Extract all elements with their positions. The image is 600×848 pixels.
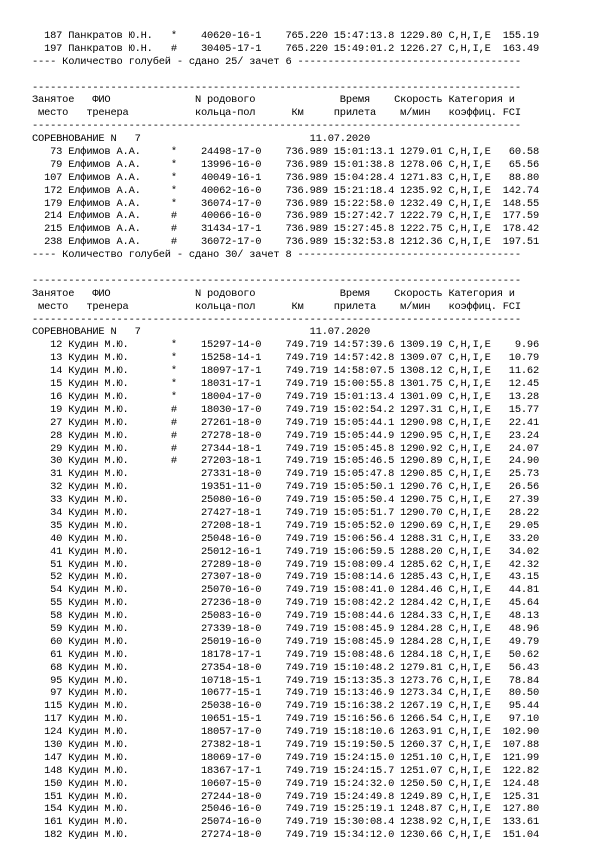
table-row: 73 Елфимов А.А. * 24498-17-0 736.989 15:01:13.1 1279.01 C,H,I,E 60.58 [32, 146, 539, 159]
table-row: 12 Кудин М.Ю. * 15297-14-0 749.719 14:57:39.6 1309.19 C,H,I,E 9.96 [32, 339, 539, 352]
table-row: 147 Кудин М.Ю. 18069-17-0 749.719 15:24:15.0 1251.10 C,H,I,E 121.99 [32, 751, 539, 764]
table-row: 33 Кудин М.Ю. 25080-16-0 749.719 15:05:50.4 1290.75 C,H,I,E 27.39 [32, 494, 539, 507]
table-row: 59 Кудин М.Ю. 27339-18-0 749.719 15:08:45.9 1284.28 C,H,I,E 48.96 [32, 622, 539, 635]
table-row: 172 Елфимов А.А. * 40062-16-0 736.989 15:21:18.4 1235.92 C,H,I,E 142.74 [32, 184, 539, 197]
table-row: 58 Кудин М.Ю. 25083-16-0 749.719 15:08:44.6 1284.33 C,H,I,E 48.13 [32, 610, 539, 623]
table-row: 97 Кудин М.Ю. 10677-15-1 749.719 15:13:46.9 1273.34 C,H,I,E 80.50 [32, 687, 539, 700]
divider-line: --------------------------------------------------------------------------------- [32, 81, 521, 94]
table-row: 214 Елфимов А.А. # 40066-16-0 736.989 15:27:42.7 1222.79 C,H,I,E 177.59 [32, 210, 539, 223]
divider-line: --------------------------------------------------------------------------------- [32, 120, 521, 133]
competition-heading: СОРЕВНОВАНИЕ N 7 11.07.2020 [32, 326, 370, 339]
table-row: 13 Кудин М.Ю. * 15258-14-1 749.719 14:57:42.8 1309.07 C,H,I,E 10.79 [32, 352, 539, 365]
divider-line: --------------------------------------------------------------------------------- [32, 274, 521, 287]
column-header: место тренера кольца-пол Км прилета м/мин коэффиц. FCI [32, 107, 521, 120]
table-row: 115 Кудин М.Ю. 25038-16-0 749.719 15:16:38.2 1267.19 C,H,I,E 95.44 [32, 700, 539, 713]
table-row: 35 Кудин М.Ю. 27208-18-1 749.719 15:05:52.0 1290.69 C,H,I,E 29.05 [32, 519, 539, 532]
column-header: Занятое ФИО N родового Время Скорость Категория и [32, 94, 515, 107]
table-row: 32 Кудин М.Ю. 19351-11-0 749.719 15:05:50.1 1290.76 C,H,I,E 26.56 [32, 481, 539, 494]
table-row: 179 Елфимов А.А. * 36074-17-0 736.989 15:22:58.0 1232.49 C,H,I,E 148.55 [32, 197, 539, 210]
table-row: 197 Панкратов Ю.Н. # 30405-17-1 765.220 15:49:01.2 1226.27 C,H,I,E 163.49 [32, 42, 539, 55]
table-row: 16 Кудин М.Ю. * 18004-17-0 749.719 15:01:13.4 1301.09 C,H,I,E 13.28 [32, 390, 539, 403]
table-row: 30 Кудин М.Ю. # 27203-18-1 749.719 15:05:46.5 1290.89 C,H,I,E 24.90 [32, 455, 539, 468]
table-row: 148 Кудин М.Ю. 18367-17-1 749.719 15:24:15.7 1251.07 C,H,I,E 122.82 [32, 764, 539, 777]
table-row: 150 Кудин М.Ю. 10607-15-0 749.719 15:24:32.0 1250.50 C,H,I,E 124.48 [32, 777, 539, 790]
table-row: 41 Кудин М.Ю. 25012-16-1 749.719 15:06:59.5 1288.20 C,H,I,E 34.02 [32, 545, 539, 558]
table-row: 95 Кудин М.Ю. 10718-15-1 749.719 15:13:35.3 1273.76 C,H,I,E 78.84 [32, 674, 539, 687]
results-document [32, 30, 539, 842]
table-row: 60 Кудин М.Ю. 25019-16-0 749.719 15:08:45.9 1284.28 C,H,I,E 49.79 [32, 635, 539, 648]
table-row: 238 Елфимов А.А. # 36072-17-0 736.989 15:32:53.8 1212.36 C,H,I,E 197.51 [32, 236, 539, 249]
table-row: 61 Кудин М.Ю. 18178-17-1 749.719 15:08:48.6 1284.18 C,H,I,E 50.62 [32, 648, 539, 661]
table-row: 187 Панкратов Ю.Н. * 40620-16-1 765.220 15:47:13.8 1229.80 C,H,I,E 155.19 [32, 30, 539, 42]
table-row: 27 Кудин М.Ю. # 27261-18-0 749.719 15:05:44.1 1290.98 C,H,I,E 22.41 [32, 416, 539, 429]
table-row: 51 Кудин М.Ю. 27289-18-0 749.719 15:08:09.4 1285.62 C,H,I,E 42.32 [32, 558, 539, 571]
table-row: 79 Елфимов А.А. * 13996-16-0 736.989 15:01:38.8 1278.06 C,H,I,E 65.56 [32, 158, 539, 171]
column-header: Занятое ФИО N родового Время Скорость Категория и [32, 287, 515, 300]
table-row: 40 Кудин М.Ю. 25048-16-0 749.719 15:06:56.4 1288.31 C,H,I,E 33.20 [32, 532, 539, 545]
table-row: 15 Кудин М.Ю. * 18031-17-1 749.719 15:00:55.8 1301.75 C,H,I,E 12.45 [32, 378, 539, 391]
blank-line [32, 262, 539, 275]
table-row: 107 Елфимов А.А. * 40049-16-1 736.989 15:04:28.4 1271.83 C,H,I,E 88.80 [32, 171, 539, 184]
summary-line: ---- Количество голубей - сдано 25/ зачет 6 ------------------------------------- [32, 55, 521, 68]
table-row: 55 Кудин М.Ю. 27236-18-0 749.719 15:08:42.2 1284.42 C,H,I,E 45.64 [32, 597, 539, 610]
table-row: 182 Кудин М.Ю. 27274-18-0 749.719 15:34:12.0 1230.66 C,H,I,E 151.04 [32, 829, 539, 842]
column-header: место тренера кольца-пол Км прилета м/мин коэффиц. FCI [32, 300, 521, 313]
table-row: 31 Кудин М.Ю. 27331-18-0 749.719 15:05:47.8 1290.85 C,H,I,E 25.73 [32, 468, 539, 481]
table-row: 68 Кудин М.Ю. 27354-18-0 749.719 15:10:48.2 1279.81 C,H,I,E 56.43 [32, 661, 539, 674]
table-row: 19 Кудин М.Ю. # 18030-17-0 749.719 15:02:54.2 1297.31 C,H,I,E 15.77 [32, 403, 539, 416]
table-row: 154 Кудин М.Ю. 25046-16-0 749.719 15:25:19.1 1248.87 C,H,I,E 127.80 [32, 803, 539, 816]
table-row: 52 Кудин М.Ю. 27307-18-0 749.719 15:08:14.6 1285.43 C,H,I,E 43.15 [32, 571, 539, 584]
table-row: 117 Кудин М.Ю. 10651-15-1 749.719 15:16:56.6 1266.54 C,H,I,E 97.10 [32, 713, 539, 726]
table-row: 151 Кудин М.Ю. 27244-18-0 749.719 15:24:49.8 1249.89 C,H,I,E 125.31 [32, 790, 539, 803]
blank-line [32, 69, 539, 82]
table-row: 215 Елфимов А.А. # 31434-17-1 736.989 15:27:45.8 1222.75 C,H,I,E 178.42 [32, 223, 539, 236]
table-row: 161 Кудин М.Ю. 25074-16-0 749.719 15:30:08.4 1238.92 C,H,I,E 133.61 [32, 816, 539, 829]
competition-heading: СОРЕВНОВАНИЕ N 7 11.07.2020 [32, 133, 370, 146]
table-row: 29 Кудин М.Ю. # 27344-18-1 749.719 15:05:45.8 1290.92 C,H,I,E 24.07 [32, 442, 539, 455]
summary-line: ---- Количество голубей - сдано 30/ зачет 8 ------------------------------------- [32, 249, 521, 262]
divider-line: --------------------------------------------------------------------------------- [32, 313, 521, 326]
table-row: 130 Кудин М.Ю. 27382-18-1 749.719 15:19:50.5 1260.37 C,H,I,E 107.88 [32, 738, 539, 751]
table-row: 124 Кудин М.Ю. 18057-17-0 749.719 15:18:10.6 1263.91 C,H,I,E 102.90 [32, 726, 539, 739]
table-row: 28 Кудин М.Ю. # 27278-18-0 749.719 15:05:44.9 1290.95 C,H,I,E 23.24 [32, 429, 539, 442]
table-row: 34 Кудин М.Ю. 27427-18-1 749.719 15:05:51.7 1290.70 C,H,I,E 28.22 [32, 506, 539, 519]
table-row: 54 Кудин М.Ю. 25070-16-0 749.719 15:08:41.0 1284.46 C,H,I,E 44.81 [32, 584, 539, 597]
table-row: 14 Кудин М.Ю. * 18097-17-1 749.719 14:58:07.5 1308.12 C,H,I,E 11.62 [32, 365, 539, 378]
